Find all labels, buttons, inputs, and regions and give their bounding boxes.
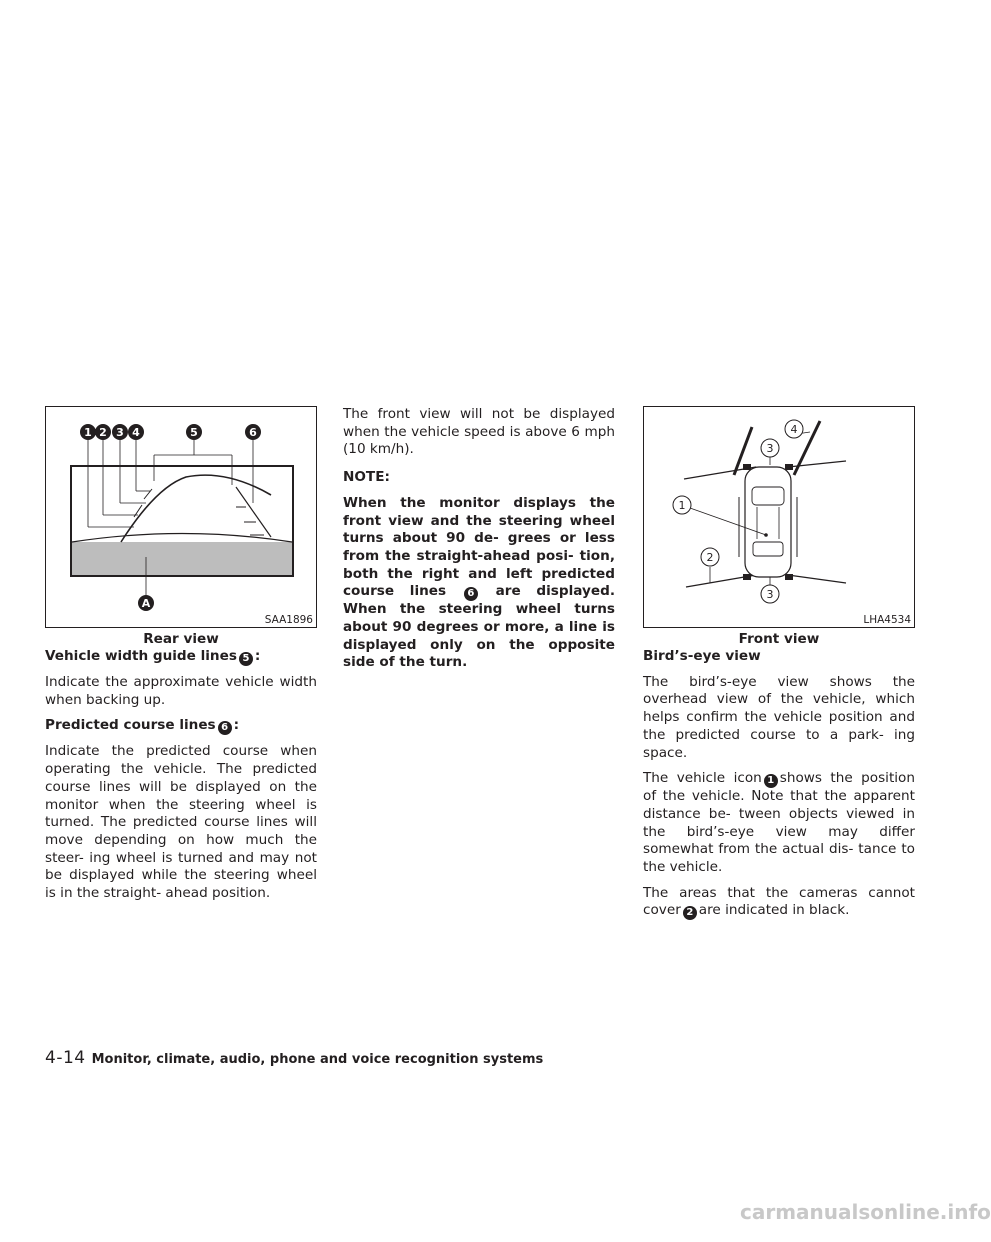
left-column bbox=[45, 648, 317, 911]
svg-text:A: A bbox=[141, 597, 151, 610]
right-column bbox=[643, 648, 915, 928]
heading-birds-eye: Bird’s-eye view bbox=[643, 648, 761, 664]
callout-2 bbox=[95, 424, 111, 440]
section-title: Monitor, climate, audio, phone and voice recognition systems bbox=[91, 1052, 544, 1067]
svg-text:3: 3 bbox=[116, 426, 124, 439]
callout-6 bbox=[245, 424, 261, 440]
watermark[interactable]: carmanualsonline.info bbox=[740, 1200, 991, 1224]
callout-2-inline: 2 bbox=[683, 906, 697, 920]
para-birds-eye-intro: The bird’s-eye view shows the overhead view of the vehicle, which helps confirm the vehicle position and the predicted course to a park- ing space. bbox=[643, 673, 915, 761]
callout-5-inline: 5 bbox=[239, 652, 253, 666]
callout-1 bbox=[80, 424, 96, 440]
birds-eye-diagram bbox=[644, 407, 914, 627]
middle-column bbox=[343, 406, 615, 680]
label-3-top bbox=[761, 439, 779, 457]
figure-caption-front: Front view bbox=[738, 631, 820, 647]
rear-view-figure bbox=[45, 406, 317, 628]
callout-6-inline: 6 bbox=[218, 721, 232, 735]
figure-code: SAA1896 bbox=[264, 614, 313, 626]
svg-text:4: 4 bbox=[790, 423, 798, 436]
heading-predicted-course: Predicted course lines 6 : bbox=[45, 717, 240, 734]
callout-a bbox=[138, 595, 154, 611]
para-vehicle-icon: The vehicle icon 1 shows the position of the vehicle. Note that the apparent distance be- tween objects viewed in the bird’s-eye view may differ somewhat from the actual dis- tance to the vehicle. bbox=[643, 770, 915, 876]
callout-6-inline: 6 bbox=[464, 587, 478, 601]
figure-code: LHA4534 bbox=[863, 614, 911, 626]
rear-view-diagram bbox=[46, 407, 316, 627]
para-camera-coverage: The areas that the cameras cannot cover 2 are indicated in black. bbox=[643, 884, 915, 919]
callout-1-inline: 1 bbox=[764, 774, 778, 788]
page-number: 4-14 bbox=[45, 1048, 86, 1068]
heading-width-guide: Vehicle width guide lines 5 : bbox=[45, 648, 261, 664]
svg-text:5: 5 bbox=[190, 426, 198, 439]
svg-text:1: 1 bbox=[678, 499, 686, 512]
label-4 bbox=[785, 420, 803, 438]
svg-text:2: 2 bbox=[706, 551, 714, 564]
figure-caption-rear: Rear view bbox=[143, 631, 219, 647]
svg-text:1: 1 bbox=[84, 426, 92, 439]
callout-3 bbox=[112, 424, 128, 440]
page-footer bbox=[45, 1048, 543, 1068]
label-1 bbox=[673, 496, 691, 514]
svg-text:3: 3 bbox=[766, 442, 774, 455]
para-width-guide: Indicate the approximate vehicle width when backing up. bbox=[45, 674, 317, 708]
callout-4 bbox=[128, 424, 144, 440]
svg-text:3: 3 bbox=[766, 588, 774, 601]
callout-5 bbox=[186, 424, 202, 440]
para-predicted-course: Indicate the predicted course when operating the vehicle. The predicted course lines will be displayed on the monitor when the steering wheel is turned. The predicted course lines will move depending on how much the steer- ing wheel is turned and may not be displayed while the steering wheel is in the straight- ahead position. bbox=[45, 743, 317, 902]
svg-text:6: 6 bbox=[249, 426, 257, 439]
label-3-bottom bbox=[761, 585, 779, 603]
svg-text:2: 2 bbox=[99, 426, 107, 439]
svg-text:4: 4 bbox=[132, 426, 140, 439]
note-label: NOTE: bbox=[343, 469, 390, 486]
note-body: When the monitor displays the front view and the steering wheel turns about 90 de- grees or less from the straight-ahead posi- tion, both the right and left predicted course lines 6 are displayed. When the steering wheel turns about 90 degrees or more, a line is displayed only on the opposite side of the turn. bbox=[343, 494, 616, 671]
birds-eye-figure bbox=[643, 406, 915, 628]
label-2 bbox=[701, 548, 719, 566]
para-front-view-speed: The front view will not be displayed when the vehicle speed is above 6 mph (10 km/h). bbox=[343, 406, 615, 458]
